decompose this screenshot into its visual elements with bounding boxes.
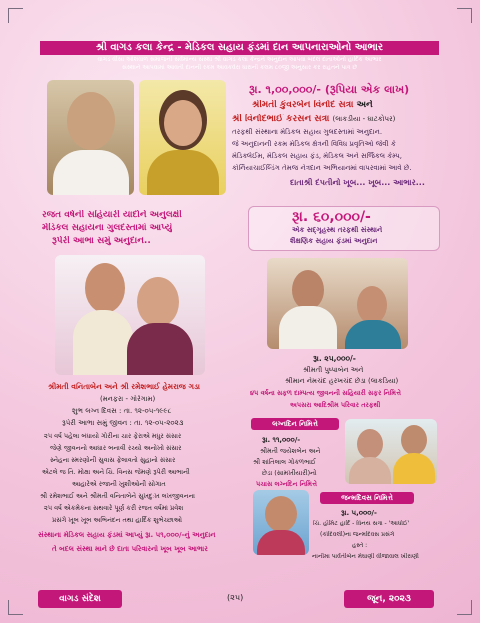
story-line: જેણે જીવનનો આધાર બનાવી રચ્યો અનોખો સંસાર — [50, 444, 182, 452]
donor-25k-line: શ્રીમાન નેમચંદ હરખચંદ છેડા (લાકડિયા) — [285, 377, 399, 385]
couple-photo — [55, 255, 205, 375]
footer-issue-date: જૂન, ૨૦૨૩ — [344, 590, 434, 608]
amount-25k: રૂા. ૨૫,૦૦૦/- — [313, 354, 356, 363]
silver-date: રૂપેરી આભા સમું જીવન : તા. ૧૨-૦૫-૨૦૨૩ — [62, 419, 184, 427]
donor-25k-line: અપસરા આદિશ્રીમ પરિવાર તરફથી — [290, 401, 381, 409]
portrait-face — [357, 429, 383, 459]
donor-photo-man — [47, 80, 134, 195]
amount-60k: રૂા. ૬૦,૦૦૦/- — [292, 209, 371, 225]
crop-mark — [457, 8, 472, 23]
footer-magazine-name: વાગડ સંદેશ — [38, 590, 122, 608]
donor1-line: તરફથી સંસ્થાના મેડિકલ સહાય ગુલદસ્તામાં અનુદાન. — [232, 128, 383, 136]
portrait-shirt — [257, 530, 305, 555]
crop-mark — [457, 600, 472, 615]
portrait-kurta — [73, 310, 133, 375]
story-line: સ્નેહના સ્મરણોની સુવાસ ફેલાવતો સુહાનો સંસાર — [50, 456, 176, 464]
portrait-face — [292, 270, 324, 310]
portrait-saree — [349, 457, 391, 484]
anniversary-line: છેડા (સામખીયારી)નો — [262, 469, 317, 477]
donor1-amount: રૂા. ૧,૦૦,૦૦૦/- (રૂપિયા એક લાખ) — [249, 83, 410, 96]
birthday-line: (કાંદિવલી)ના જન્મદિવસ પ્રસંગે — [320, 531, 395, 538]
portrait-face — [357, 286, 387, 324]
crop-mark — [8, 8, 23, 23]
donor1-thanks: દાતાશ્રી દંપતીનો ખૂબ... ખૂબ... આભાર... — [290, 178, 425, 187]
donor-25k-line: શ્રીમતી પુષ્પાબેન અને — [303, 366, 364, 374]
story-line: ૨૫ વર્ષ એકમેકના સથવારે પૂર્ણ કરી રજત વર્ષમાં પ્રવેશ — [44, 504, 184, 512]
story-line: આહારેએ રજાની ખુશીઓની સોગાત — [72, 480, 166, 488]
donation-closing: સંસ્થાના મેડિકલ સહાય ફંડમાં આપ્યું રૂા. ૫૧,૦૦૦/-નું અનુદાન — [38, 531, 216, 539]
portrait-face — [265, 496, 297, 532]
wedding-date: શુભ લગ્ન દિવસ : તા. ૧૨-૦૫-૧૯૯૮ — [72, 407, 172, 415]
left-heading-line: મેડિકલ સહાયના ગુલદસ્તામાં આપ્યું — [42, 223, 173, 233]
portrait-saree — [127, 323, 193, 375]
donor-25k-line: ૪૫ વર્ષના સફળ દામ્પત્ય જીવનની સહિયારી સફર નિમિત્તે — [250, 389, 401, 397]
portrait-face — [85, 263, 125, 313]
page-header-banner: શ્રી વાગડ કલા કેન્દ્ર - મેડિકલ સહાય ફંડમાં દાન આપનારાઓનો આભાર — [40, 41, 439, 55]
portrait-shirt — [53, 150, 129, 195]
donor1-name2: શ્રી વિનોદભાઈ કરસન સત્રા (લાકડીયા - ઘાટકોપર) — [232, 114, 396, 124]
story-line: શ્રી રમેશભાઈ અને શ્રીમતી વનિતાબેને સુખદુઃખ લખજીવનના — [40, 492, 196, 500]
donor-60k-line: શૈક્ષણિક સહાય ફંડમાં અનુદાન — [290, 237, 378, 245]
birthday-line: હસ્તે : — [352, 542, 368, 549]
donor1-name1: શ્રીમતી કુંવરબેન વિનોદ સત્રા અને — [252, 100, 373, 110]
story-line: પ્રસંગે ખૂબ ખૂબ અભિનંદન તથા હાર્દિક શુભેચ્છાઓ — [52, 516, 182, 524]
anniversary-label: લગ્નદિન નિમિત્તે — [251, 418, 339, 430]
portrait-face — [164, 100, 202, 146]
donor1-line: જે અનુદાનની રકમ મેડિકલ ક્ષેત્રની વિવિધ પ્રવૃતિઓ જેવી કે — [232, 140, 396, 148]
portrait-face — [137, 277, 179, 327]
donor1-line: કોર્નિયાચાઈલ્ડિંગ તેમજ નેત્રદાન અભિયાનમાં વાપરવામાં આવે છે. — [232, 164, 412, 172]
left-heading-line: રૂપેરી આભા સમું અનુદાન.. — [52, 236, 151, 246]
couple-name: શ્રીમતી વનિતાબેન અને શ્રી રમેશભાઈ હેમરાજ ગડા — [48, 382, 200, 391]
birthday-line: ચિ. હૉર્મિટ હાર્દિ - વિનય સત્રા - 'આધોઈ' — [313, 520, 410, 527]
amount-11k: રૂા. ૧૧,૦૦૦/- — [262, 436, 301, 444]
crop-mark — [8, 600, 23, 615]
amount-5k: રૂા. ૫,૦૦૦/- — [341, 509, 377, 517]
donor1-line: મેડિક્લેઈમ, મેડિકલ સહાય ફંડ, મેડિકલ અને સર્જિકલ કેમ્પ, — [232, 152, 403, 160]
portrait-shirt — [279, 306, 337, 349]
anniversary-line: શ્રી શાંતિલાલ ગોકળભાઈ — [253, 458, 316, 466]
portrait-shirt — [393, 453, 435, 484]
left-heading-line: રજત વર્ષની સહિયારી યાદોને અનુલક્ષી — [42, 210, 182, 220]
donor-60k-line: એક સદ્ગૃહસ્થ તરફથી સંસ્થાને — [292, 226, 383, 234]
portrait-face — [67, 92, 115, 150]
anniversary-couple-photo — [345, 419, 437, 484]
anniversary-line: શ્રીમતી જયેશબેન અને — [260, 447, 321, 455]
donor-couple-photo — [267, 258, 408, 349]
birthday-label: જન્મદિવસ નિમિત્તે — [320, 492, 414, 504]
page-number: (૨૫) — [227, 593, 244, 602]
portrait-saree — [147, 150, 219, 195]
header-subline: સંસ્થાને આપવામાં આવતી દાનની રકમ આવકવેરા ધારાની કલમ ૮૦જી અનુસાર કર રાહતને પાત્ર છે — [121, 64, 358, 71]
story-line: એટલે જ તિ. મોક્ષા અને ચિ. વિનસ જેમણે રૂપેરી આભાની — [42, 468, 190, 476]
birthday-boy-photo — [253, 490, 309, 555]
donation-thanks: તે બદલ સંસ્થા માને છે દાતા પરિવારનો ખૂબ ખૂબ આભાર — [52, 545, 208, 553]
birthday-line: નાનીમા પાર્વતીબેન મેઘાણી વીંજાવાલ ખીરાણી — [312, 553, 419, 560]
portrait-saree — [345, 320, 401, 349]
portrait-face — [401, 425, 427, 455]
story-line: ૨૫ વર્ષ પહેલા બંધાયો ગોરીના ચાર ફેરાએ મધુર સંસાર — [44, 432, 182, 440]
donor-photo-woman — [139, 80, 226, 195]
couple-place: (મનફરા - ગોરેગામ) — [100, 395, 156, 403]
header-subline: વાગડ વીસા ઓશવાળ સમાજની સર્વમાન્ય સંસ્થા શ્રી વાગડ કલા કેન્દ્રને અનુદાન આપવા બદલ દાતાઓનો હાર્દિક આભાર — [97, 56, 382, 63]
anniversary-line: પચાસ લગ્નદિન નિમિત્તે — [256, 480, 317, 488]
